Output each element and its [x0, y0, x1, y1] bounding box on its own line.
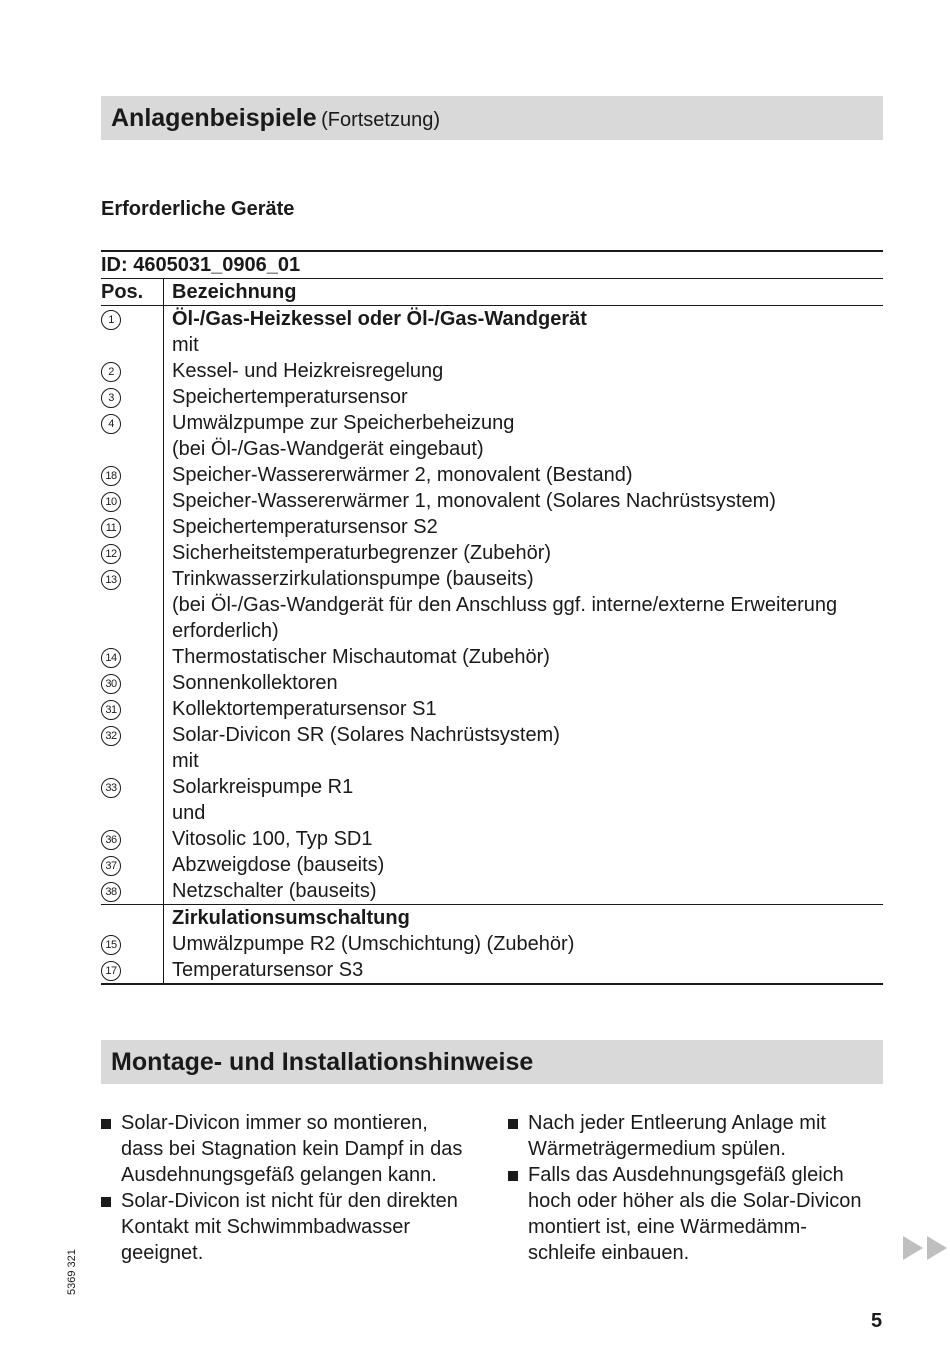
- pos-cell: [101, 410, 164, 436]
- column-header-desc: Bezeichnung: [164, 279, 884, 306]
- description-cell: erforderlich): [172, 620, 279, 642]
- table-id: ID: 4605031_0906_01: [101, 251, 883, 279]
- pos-cell: [101, 618, 164, 644]
- description-cell: mit: [172, 334, 199, 356]
- note-line: Wärmeträgermedium spülen.: [528, 1138, 786, 1160]
- description-cell: Sonnenkollektoren: [172, 672, 338, 694]
- pos-cell: [101, 540, 164, 566]
- table-row: [101, 514, 883, 540]
- pos-cell: [101, 306, 164, 333]
- position-number-badge: 38: [101, 882, 121, 902]
- square-bullet-icon: [508, 1171, 518, 1181]
- note-line: dass bei Stagnation kein Dampf in das: [121, 1138, 463, 1160]
- table-row: [101, 410, 883, 436]
- position-number-badge: 2: [101, 362, 121, 382]
- pos-cell: [101, 670, 164, 696]
- table-row: [101, 540, 883, 566]
- pos-cell: [101, 722, 164, 748]
- position-number-badge: 18: [101, 466, 121, 486]
- description-cell: (bei Öl-/Gas-Wandgerät eingebaut): [172, 438, 484, 460]
- pos-cell: [101, 514, 164, 540]
- note-line: hoch oder höher als die Solar-Divicon: [528, 1190, 862, 1212]
- note-item: [101, 1110, 481, 1188]
- pos-cell: [101, 332, 164, 358]
- parts-table: [101, 250, 883, 985]
- table-row: [101, 670, 883, 696]
- pos-cell: [101, 566, 164, 592]
- note-line: geeignet.: [121, 1242, 204, 1264]
- note-line: montiert ist, eine Wärmedämm-: [528, 1216, 807, 1238]
- table-row: [101, 748, 883, 774]
- description-cell: mit: [172, 750, 199, 772]
- note-line: Nach jeder Entleerung Anlage mit: [528, 1112, 826, 1134]
- table-row: [101, 332, 883, 358]
- table-row: [101, 358, 883, 384]
- table-row: [101, 826, 883, 852]
- pos-cell: [101, 800, 164, 826]
- table-row: [101, 644, 883, 670]
- description-cell: Öl-/Gas-Heizkessel oder Öl-/Gas-Wandgerät: [172, 308, 587, 330]
- note-line: Ausdehnungsgefäß gelangen kann.: [121, 1164, 437, 1186]
- description-cell: Vitosolic 100, Typ SD1: [172, 828, 373, 850]
- table-row: [101, 722, 883, 748]
- document-code: 5369 321: [66, 1249, 78, 1295]
- description-cell: Zirkulationsumschaltung: [164, 905, 884, 932]
- position-number-badge: 11: [101, 518, 121, 538]
- description-cell: Umwälzpumpe R2 (Umschichtung) (Zubehör): [172, 933, 575, 955]
- description-cell: Solarkreispumpe R1: [172, 776, 354, 798]
- pos-cell: [101, 358, 164, 384]
- table-row: [101, 800, 883, 826]
- pos-cell: [101, 957, 164, 984]
- required-devices-heading: Erforderliche Geräte: [101, 198, 295, 220]
- square-bullet-icon: [101, 1119, 111, 1129]
- table-row: [101, 436, 883, 462]
- pos-cell: [101, 852, 164, 878]
- position-number-badge: 31: [101, 700, 121, 720]
- note-line: Solar-Divicon ist nicht für den direkten: [121, 1190, 458, 1212]
- note-line: Solar-Divicon immer so montieren,: [121, 1112, 428, 1134]
- description-cell: Speichertemperatursensor S2: [172, 516, 438, 538]
- position-number-badge: 13: [101, 570, 121, 590]
- position-number-badge: 1: [101, 310, 121, 330]
- table-row: [101, 384, 883, 410]
- note-item: [508, 1110, 886, 1162]
- table-id-row: [101, 251, 883, 279]
- note-item: [508, 1162, 886, 1266]
- table-header-row: [101, 279, 883, 306]
- note-item: [101, 1188, 481, 1266]
- square-bullet-icon: [508, 1119, 518, 1129]
- position-number-badge: 10: [101, 492, 121, 512]
- description-cell: Umwälzpumpe zur Speicherbeheizung: [172, 412, 515, 434]
- pos-cell: [101, 488, 164, 514]
- pos-cell: [101, 931, 164, 957]
- pos-cell: [101, 384, 164, 410]
- pos-cell: [101, 592, 164, 618]
- pos-cell: [101, 748, 164, 774]
- description-cell: und: [172, 802, 206, 824]
- position-number-badge: 30: [101, 674, 121, 694]
- table-row: [101, 905, 883, 932]
- position-number-badge: 15: [101, 935, 121, 955]
- table-row: [101, 592, 883, 618]
- position-number-badge: 17: [101, 961, 121, 981]
- position-number-badge: 4: [101, 414, 121, 434]
- table-row: [101, 774, 883, 800]
- description-cell: Kollektortemperatursensor S1: [172, 698, 437, 720]
- section-header-bar: [101, 96, 883, 140]
- description-cell: Temperatursensor S3: [164, 957, 884, 984]
- table-row: [101, 618, 883, 644]
- next-page-arrow-icon[interactable]: [903, 1236, 949, 1260]
- section-title-installation: Montage- und Installationshinweise: [111, 1048, 534, 1076]
- section-title: Anlagenbeispiele: [111, 104, 317, 132]
- square-bullet-icon: [101, 1197, 111, 1207]
- position-number-badge: 37: [101, 856, 121, 876]
- pos-cell: [101, 774, 164, 800]
- table-row: [101, 462, 883, 488]
- description-cell: Speichertemperatursensor: [172, 386, 408, 408]
- description-cell: (bei Öl-/Gas-Wandgerät für den Anschluss ggf. interne/externe Erweiterung: [172, 594, 838, 616]
- pos-cell: [101, 462, 164, 488]
- table-row: [101, 566, 883, 592]
- table-row: [101, 488, 883, 514]
- table-row: [101, 306, 883, 333]
- pos-cell: [101, 436, 164, 462]
- description-cell: Speicher-Wassererwärmer 2, monovalent (Bestand): [172, 464, 633, 486]
- position-number-badge: 32: [101, 726, 121, 746]
- description-cell: Speicher-Wassererwärmer 1, monovalent (Solares Nachrüstsystem): [172, 490, 776, 512]
- page-number: 5: [871, 1310, 883, 1332]
- description-cell: Trinkwasserzirkulationspumpe (bauseits): [172, 568, 534, 590]
- table-row: [101, 957, 883, 984]
- position-number-badge: 36: [101, 830, 121, 850]
- position-number-badge: 12: [101, 544, 121, 564]
- note-line: Falls das Ausdehnungsgefäß gleich: [528, 1164, 844, 1186]
- table-row: [101, 696, 883, 722]
- column-header-pos: Pos.: [101, 279, 164, 306]
- description-cell: Abzweigdose (bauseits): [172, 854, 385, 876]
- description-cell: Netzschalter (bauseits): [172, 880, 377, 902]
- position-number-badge: 14: [101, 648, 121, 668]
- pos-cell: [101, 878, 164, 905]
- description-cell: Kessel- und Heizkreisregelung: [172, 360, 444, 382]
- pos-cell: [101, 644, 164, 670]
- description-cell: Thermostatischer Mischautomat (Zubehör): [172, 646, 550, 668]
- description-cell: Solar-Divicon SR (Solares Nachrüstsystem): [172, 724, 560, 746]
- pos-cell: [101, 826, 164, 852]
- pos-cell: [101, 696, 164, 722]
- pos-cell: [101, 905, 164, 932]
- note-line: schleife einbauen.: [528, 1242, 690, 1264]
- note-line: Kontakt mit Schwimmbadwasser: [121, 1216, 410, 1238]
- section-header-bar-installation: [101, 1040, 883, 1084]
- position-number-badge: 3: [101, 388, 121, 408]
- notes-left-column: [101, 1110, 481, 1266]
- table-row: [101, 852, 883, 878]
- table-row: [101, 878, 883, 905]
- notes-right-column: [508, 1110, 886, 1266]
- table-row: [101, 931, 883, 957]
- position-number-badge: 33: [101, 778, 121, 798]
- description-cell: Sicherheitstemperaturbegrenzer (Zubehör): [172, 542, 552, 564]
- section-subtitle: (Fortsetzung): [321, 109, 441, 131]
